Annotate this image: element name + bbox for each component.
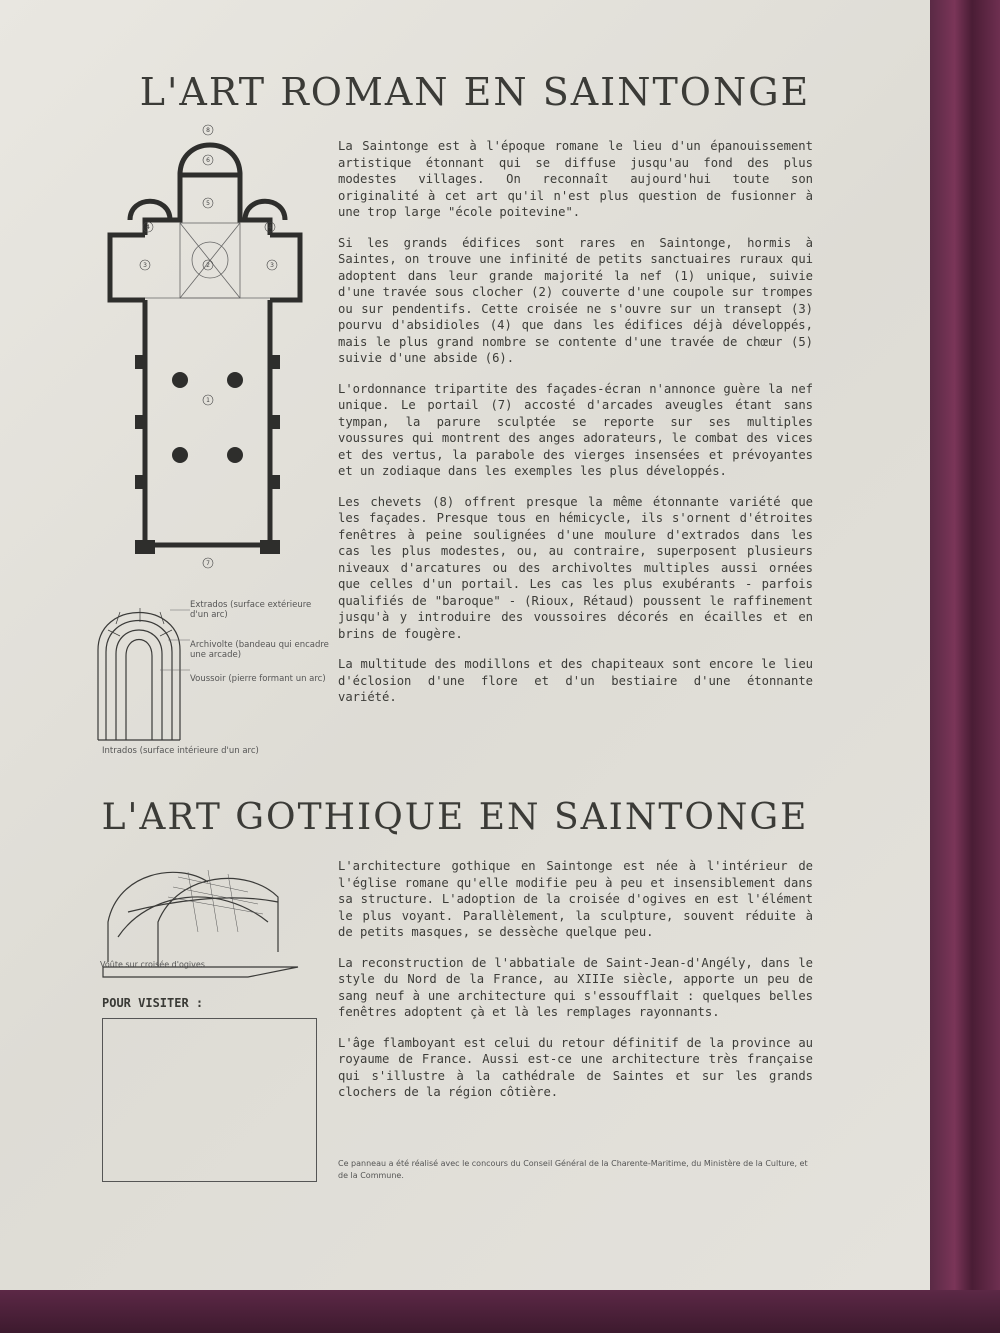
roman-title: L'ART ROMAN EN SAINTONGE <box>139 70 811 114</box>
gothic-text <box>338 858 813 1115</box>
panel-frame-bottom <box>0 1290 1000 1333</box>
plan-number: 3 <box>143 262 147 269</box>
gothic-paragraph: La reconstruction de l'abbatiale de Saint-Jean-d'Angély, dans le style du Nord de la France, au XIIIe siècle, apporte un peu de sang neuf à une architecture qui s'essoufflait : quelques belles fenêtres adoptent çà et là les remplages rayonnants. <box>338 955 813 1019</box>
vault-caption: Voûte sur croisée d'ogives <box>100 960 205 969</box>
gothic-paragraph: L'architecture gothique en Saintonge est née à l'intérieur de l'église romane qu'elle modifie peu à peu et insensiblement dans sa structure. L'adoption de la croisée d'ogives en est l'élément le plus voyant. Parallèlement, la sculpture, souvent réduite à de petits masques, se dessèche quelque peu. <box>338 859 813 939</box>
plan-number: 8 <box>206 127 210 134</box>
credit-note: Ce panneau a été réalisé avec le concours du Conseil Général de la Charente-Maritime, du Ministère de la Culture, et de la Commune. <box>338 1159 808 1180</box>
plan-number: 2 <box>206 262 210 269</box>
roman-paragraph: L'ordonnance tripartite des façades-écran n'annonce guère la nef unique. Le portail (7) accosté d'arcades aveugles étant sans tympan, la parure sculptée se reporte sur ses multiples voussures qui montrent des anges adorateurs, le combat des vices et des vertus, la parabole des vierges insensées et prévoyantes et un zodiaque dans les exemples les plus développés. <box>338 381 813 478</box>
gothic-title: L'ART GOTHIQUE EN SAINTONGE <box>101 797 809 838</box>
church-floor-plan <box>90 115 320 575</box>
roman-paragraph: La multitude des modillons et des chapiteaux sont encore le lieu d'éclosion d'une flore et d'un bestiaire d'une étonnante variété. <box>338 657 813 704</box>
roman-paragraph: Les chevets (8) offrent presque la même étonnante variété que les façades. Presque tous en hémicycle, ils s'ornent d'étroites fenêtres à peine soulignées d'une moulure d'extrados dans les cas les plus modestes, ou, au contraire, superposent plusieurs niveaux d'arcatures ou des archivoltes multiples aussi ornées que celles d'un portail. Les cas les plus exubérants - parfois qualifiés de "baroque" - (Rioux, Rétaud) poussent le raffinement jusqu'à y introduire des voussoires décorés en écailles et en brins de fougère. <box>338 494 813 641</box>
panel-frame-right <box>930 0 1000 1333</box>
plan-number: 7 <box>206 560 210 567</box>
archivolte-label: Archivolte (bandeau qui encadre une arcade) <box>190 640 329 660</box>
roman-text <box>338 138 813 720</box>
visit-label: POUR VISITER : <box>102 996 204 1010</box>
plan-number: 5 <box>206 200 210 207</box>
plan-number: 1 <box>206 397 210 404</box>
voussoir-label: Voussoir (pierre formant un arc) <box>190 674 326 684</box>
roman-paragraph: La Saintonge est à l'époque romane le lieu d'un épanouissement artistique étonnant qui se diffuse jusqu'au fond des plus modestes villages. On reconnaît aujourd'hui toute son originalité à cet art qu'il n'est plus question de fusionner à une trop large "école poitevine". <box>338 139 813 219</box>
plan-number: 3 <box>270 262 274 269</box>
gothic-paragraph: L'âge flamboyant est celui du retour définitif de la province au royaume de France. Aussi est-ce une architecture très française qui s'illustre à la cathédrale de Saintes et sur les grands clochers de la région côtière. <box>338 1035 813 1099</box>
plan-number: 4 <box>146 224 150 231</box>
plan-number: 6 <box>206 157 210 164</box>
intrados-label: Intrados (surface intérieure d'un arc) <box>102 746 259 756</box>
extrados-label: Extrados (surface extérieure d'un arc) <box>190 600 312 620</box>
roman-paragraph: Si les grands édifices sont rares en Saintonge, hormis à Saintes, on trouve une infinité de petits sanctuaires ruraux qui adoptent dans leur grande majorité la nef (1) unique, suivie d'une travée sous clocher (2) couverte d'une coupole sur trompes ou sur pendentifs. Cette croisée ne s'ouvre sur un transept (3) pourvu d'absidioles (4) que dans les édifices déjà développés, mais le plus grand nombre se contente d'une travée de chœur (5) suivie d'une abside (6). <box>338 235 813 365</box>
visit-info-box <box>102 1018 317 1182</box>
plan-number: 4 <box>268 224 272 231</box>
